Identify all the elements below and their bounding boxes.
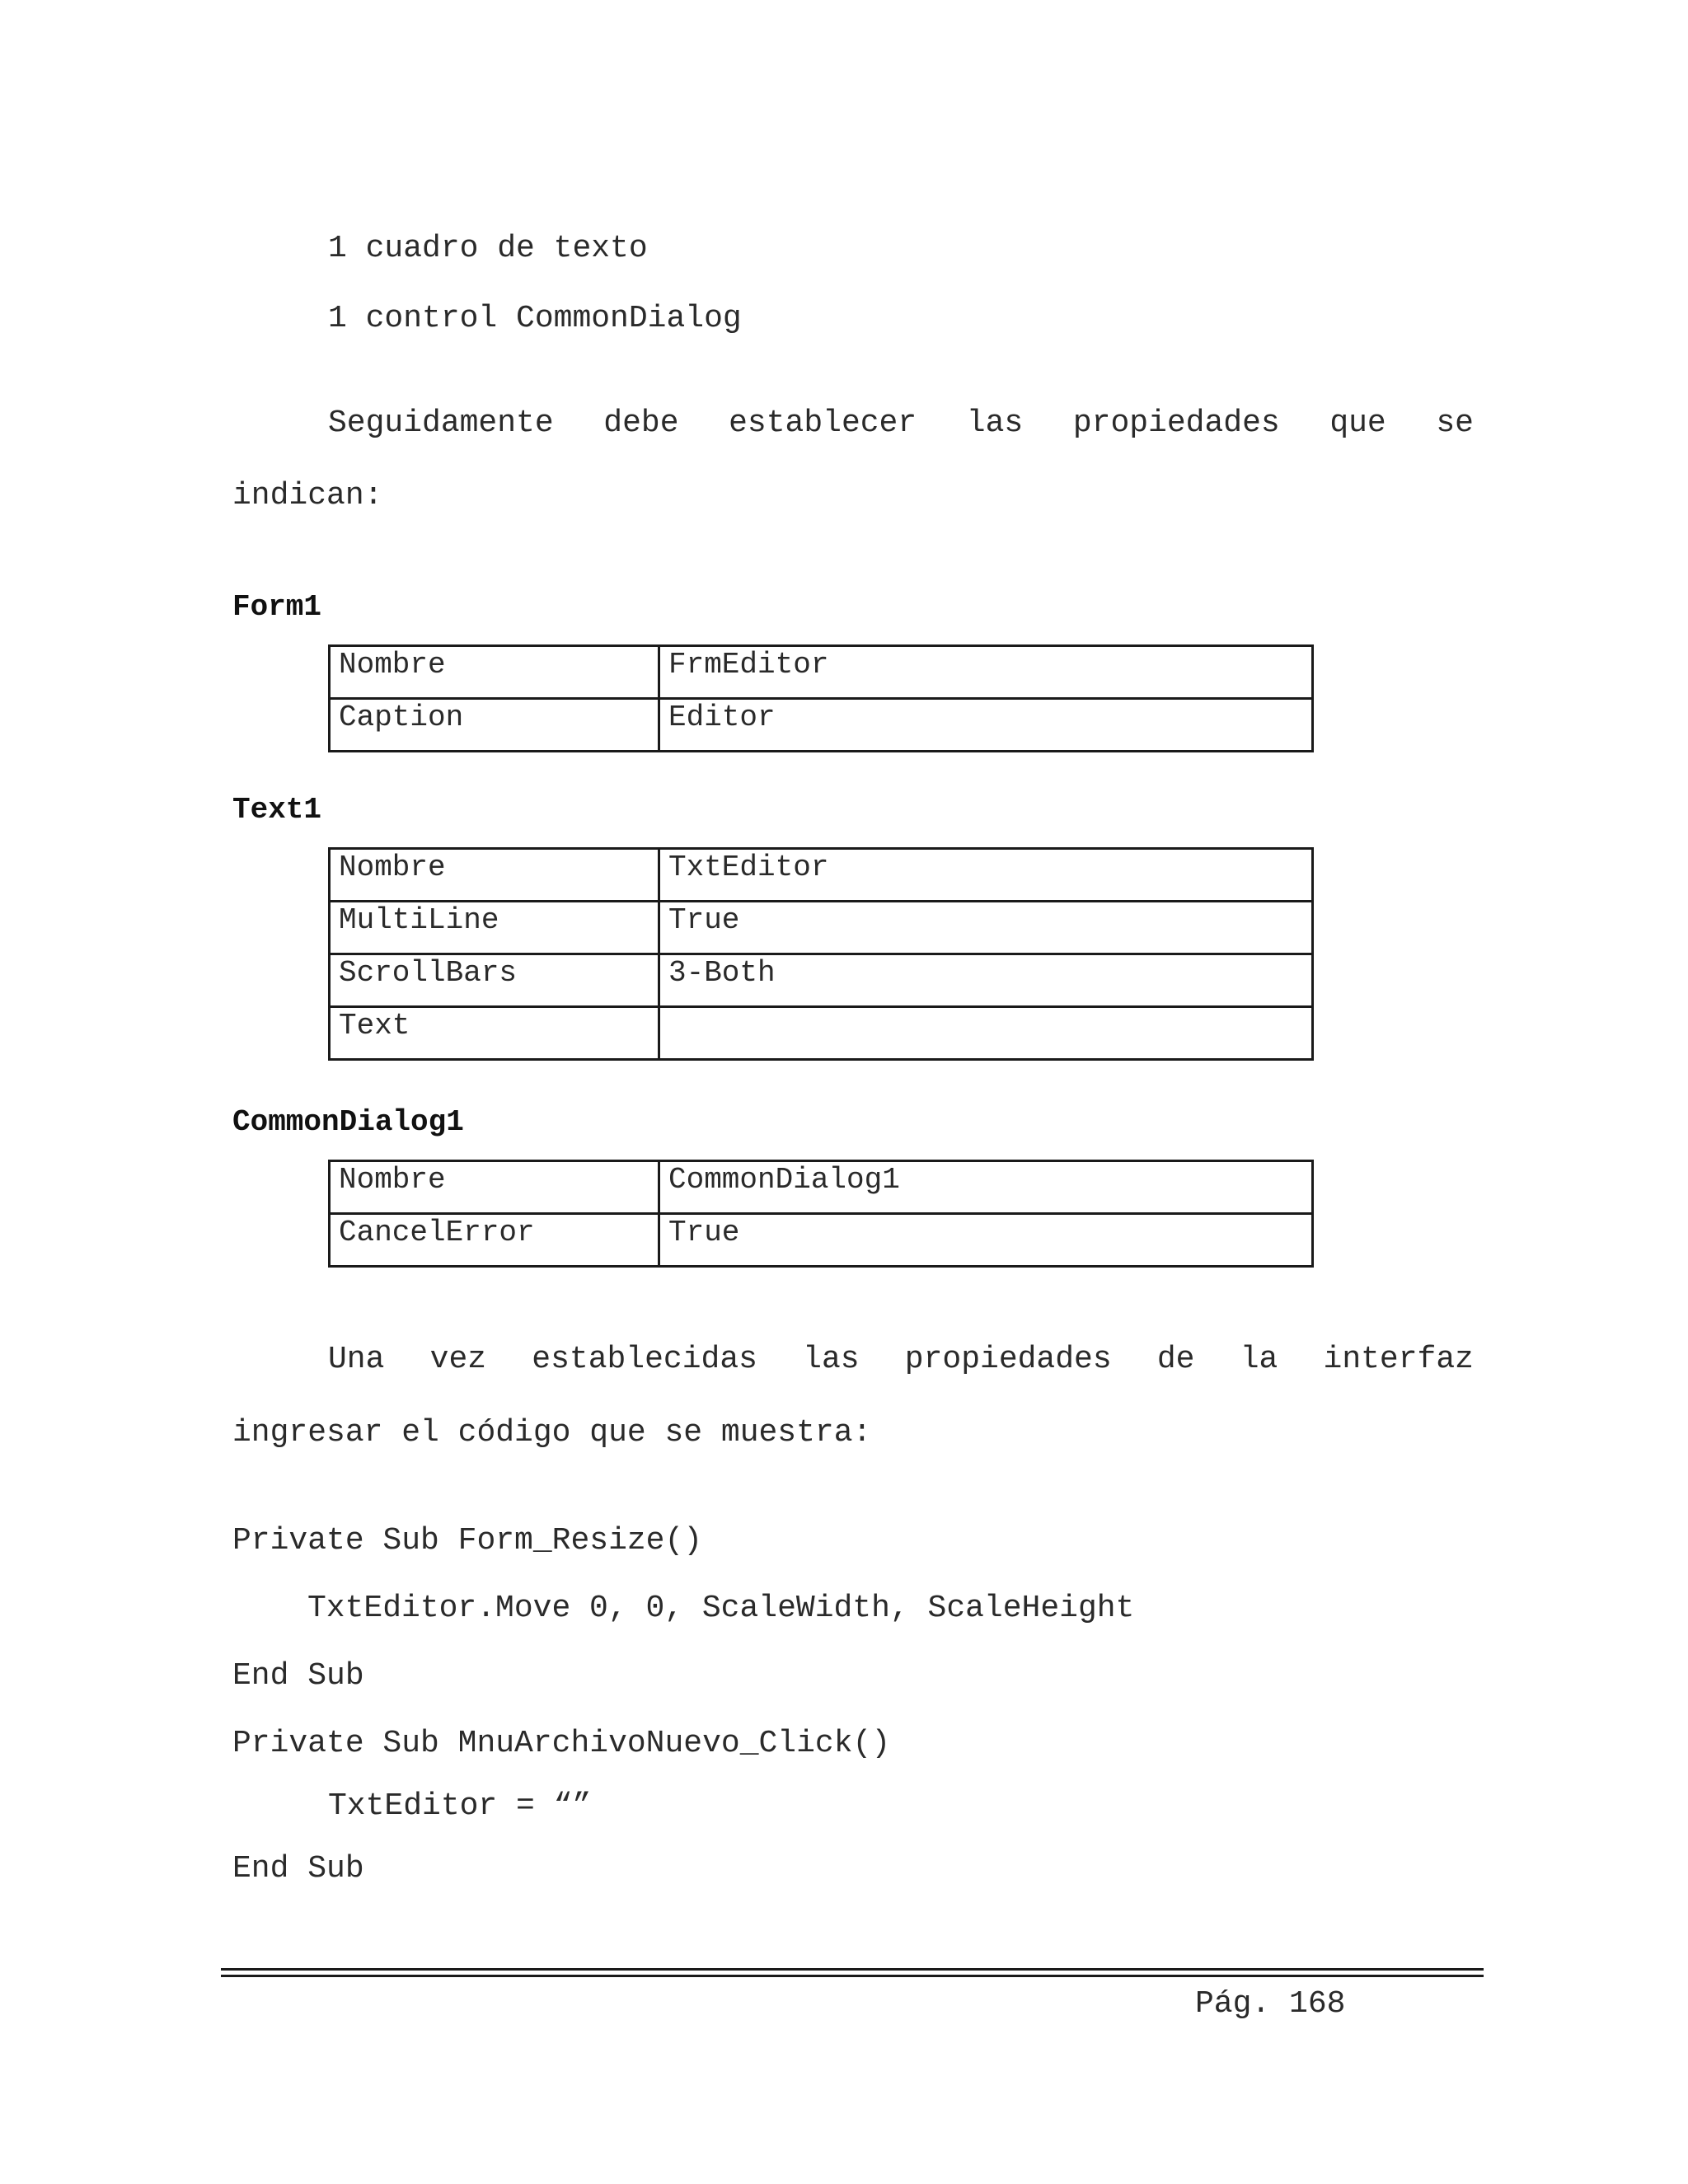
word: las (803, 1342, 860, 1377)
table-row (330, 902, 1313, 954)
property-value: FrmEditor (659, 646, 1313, 699)
section-heading-text1: Text1 (232, 793, 322, 827)
word: de (1156, 1342, 1195, 1377)
table-row (330, 954, 1313, 1007)
section-heading-commondialog1: CommonDialog1 (232, 1105, 464, 1139)
code-line: Private Sub MnuArchivoNuevo_Click() (232, 1726, 891, 1761)
code-line: TxtEditor.Move 0, 0, ScaleWidth, ScaleHeight (307, 1591, 1135, 1626)
paragraph-1-line-1 (328, 405, 1474, 442)
table-row (330, 646, 1313, 699)
table-row (330, 1214, 1313, 1267)
paragraph-1-line-2: indican: (232, 478, 383, 513)
code-line: End Sub (232, 1851, 364, 1886)
property-name: Nombre (330, 1161, 659, 1214)
properties-table-commondialog1 (328, 1160, 1314, 1268)
word: Seguidamente (328, 405, 554, 441)
table-row (330, 1007, 1313, 1060)
properties-table-text1 (328, 847, 1314, 1061)
property-value: CommonDialog1 (659, 1161, 1313, 1214)
property-name: Caption (330, 699, 659, 752)
word: las (966, 405, 1024, 441)
word: propiedades (904, 1342, 1112, 1377)
property-name: ScrollBars (330, 954, 659, 1007)
property-name: Text (330, 1007, 659, 1060)
property-name: MultiLine (330, 902, 659, 954)
footer-rule-bottom (221, 1975, 1484, 1977)
property-value: True (659, 1214, 1313, 1267)
word: interfaz (1323, 1342, 1474, 1377)
word: establecidas (532, 1342, 757, 1377)
word: propiedades (1072, 405, 1280, 441)
property-value (659, 1007, 1313, 1060)
word: que (1329, 405, 1386, 441)
table-row (330, 699, 1313, 752)
word: establecer (729, 405, 917, 441)
code-line: Private Sub Form_Resize() (232, 1523, 703, 1558)
intro-item-2: 1 control CommonDialog (328, 301, 742, 336)
table-row (330, 1161, 1313, 1214)
word: Una (328, 1342, 385, 1377)
paragraph-2-line-1 (328, 1342, 1474, 1378)
property-name: Nombre (330, 646, 659, 699)
property-name: Nombre (330, 849, 659, 902)
code-line: End Sub (232, 1658, 364, 1694)
footer-rule-top (221, 1968, 1484, 1971)
word: vez (429, 1342, 487, 1377)
property-value: Editor (659, 699, 1313, 752)
word: la (1240, 1342, 1278, 1377)
word: se (1436, 405, 1474, 441)
word: debe (603, 405, 679, 441)
property-value: 3-Both (659, 954, 1313, 1007)
section-heading-form1: Form1 (232, 590, 322, 624)
properties-table-form1 (328, 644, 1314, 752)
intro-item-1: 1 cuadro de texto (328, 231, 648, 266)
table-row (330, 849, 1313, 902)
property-name: CancelError (330, 1214, 659, 1267)
code-line: TxtEditor = “” (328, 1788, 592, 1824)
paragraph-2-line-2: ingresar el código que se muestra: (232, 1415, 872, 1451)
property-value: True (659, 902, 1313, 954)
page-number: Pág. 168 (1195, 1986, 1346, 2022)
property-value: TxtEditor (659, 849, 1313, 902)
